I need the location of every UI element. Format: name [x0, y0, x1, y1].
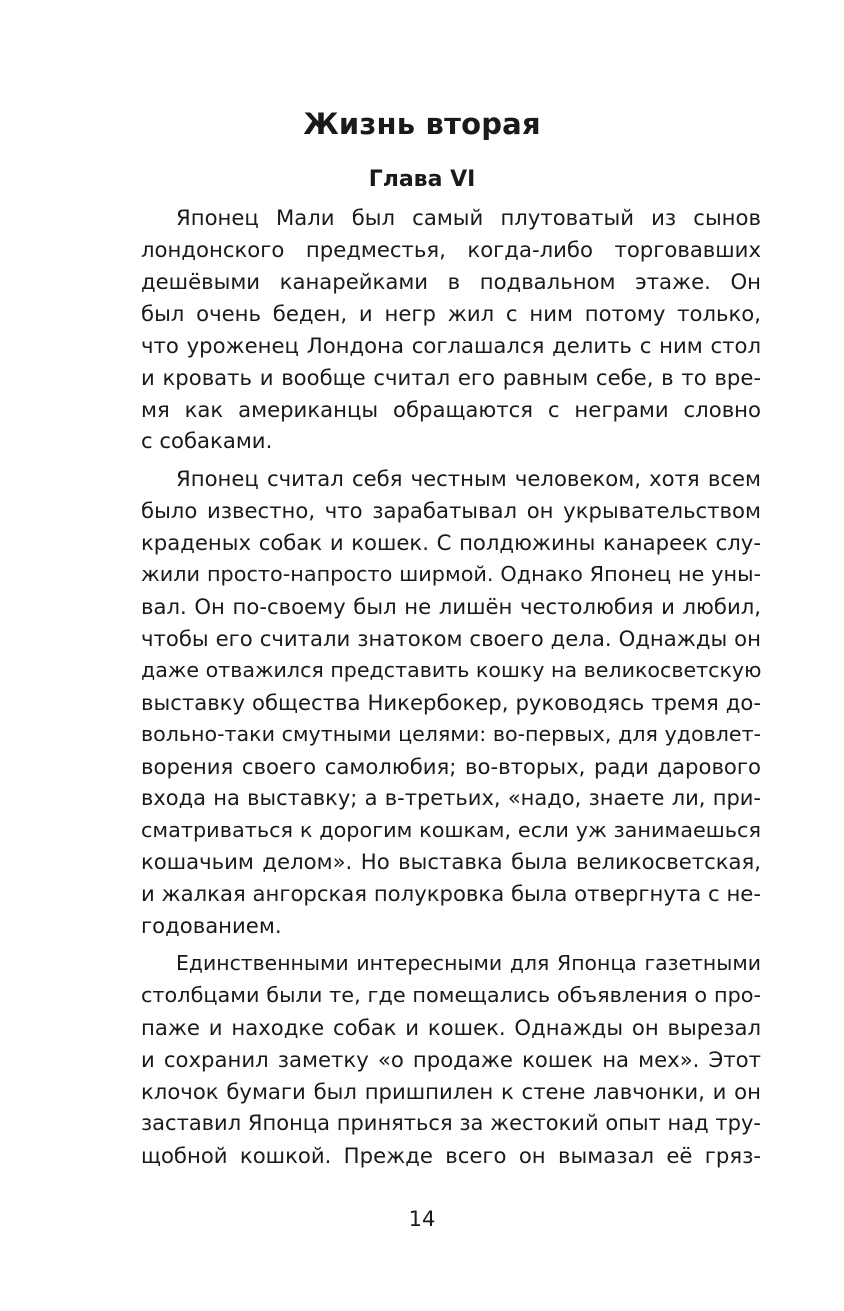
text-line: Японец считал себя честным человеком, хотя всем: [176, 466, 761, 492]
text-line: что уроженец Лондона соглашался делить с ним стол: [141, 332, 761, 358]
text-line: заставил Японца приняться за жестокий опыт над тру-: [141, 1110, 761, 1135]
text-line: краденых собак и кошек. С полдюжины канареек слу-: [141, 530, 761, 556]
paragraph-2: [141, 463, 761, 942]
text-line: годованием.: [141, 913, 282, 939]
text-line: даже отважился представить кошку на великосветскую: [141, 657, 762, 682]
text-line: клочок бумаги был пришпилен к стене лавчонки, и он: [141, 1078, 761, 1104]
paragraph-1: [141, 202, 761, 457]
paragraph-3: [141, 948, 761, 1171]
section-title: Жизнь вторая: [303, 107, 541, 141]
text-line: входа на выставку; а в-третьих, «надо, знаете ли, при-: [141, 785, 761, 810]
text-line: и сохранил заметку «о продаже кошек на мех». Этот: [141, 1046, 761, 1072]
text-line: ворения своего самолюбия; во-вторых, ради дарового: [141, 753, 761, 779]
text-line: паже и находке собак и кошек. Однажды он вырезал: [141, 1015, 761, 1041]
text-line: кошачьим делом». Но выставка была великосветская,: [141, 849, 761, 875]
text-line: вольно-таки смутными целями: во-первых, для удовлет-: [141, 721, 761, 746]
body-text: [141, 202, 761, 1172]
text-line: Японец Мали был самый плутоватый из сынов: [176, 205, 761, 230]
text-line: столбцами были те, где помещались объявления о про-: [141, 983, 761, 1008]
text-line: сматриваться к дорогим кошкам, если уж занимаешься: [141, 817, 761, 842]
text-line: выставку общества Никербокер, руководясь тремя до-: [141, 689, 761, 715]
text-line: дешёвыми канарейками в подвальном этаже. Он: [141, 268, 761, 294]
text-line: мя как американцы обращаются с неграми словно: [141, 396, 761, 422]
text-line: чтобы его считали знатоком своего дела. Однажды он: [141, 625, 761, 651]
text-line: вал. Он по-своему был не лишён честолюбия и любил,: [141, 594, 761, 620]
text-line: был очень беден, и негр жил с ним потому только,: [141, 300, 761, 326]
text-line: щобной кошкой. Прежде всего он вымазал её гряз-: [141, 1142, 761, 1168]
chapter-title: Глава VI: [368, 167, 476, 192]
text-line: Единственными интересными для Японца газетными: [176, 951, 761, 976]
page-number: 14: [408, 1207, 436, 1231]
text-line: лондонского предместья, когда-либо торговавших: [141, 236, 761, 262]
text-line: и кровать и вообще считал его равным себе, в то вре-: [141, 364, 761, 390]
text-line: жили просто-напросто ширмой. Однако Японец не уны-: [141, 562, 761, 587]
text-line: было известно, что зарабатывал он укрывательством: [141, 498, 761, 524]
text-line: с собаками.: [141, 428, 273, 454]
text-line: и жалкая ангорская полукровка была отвергнута с не-: [141, 881, 761, 907]
